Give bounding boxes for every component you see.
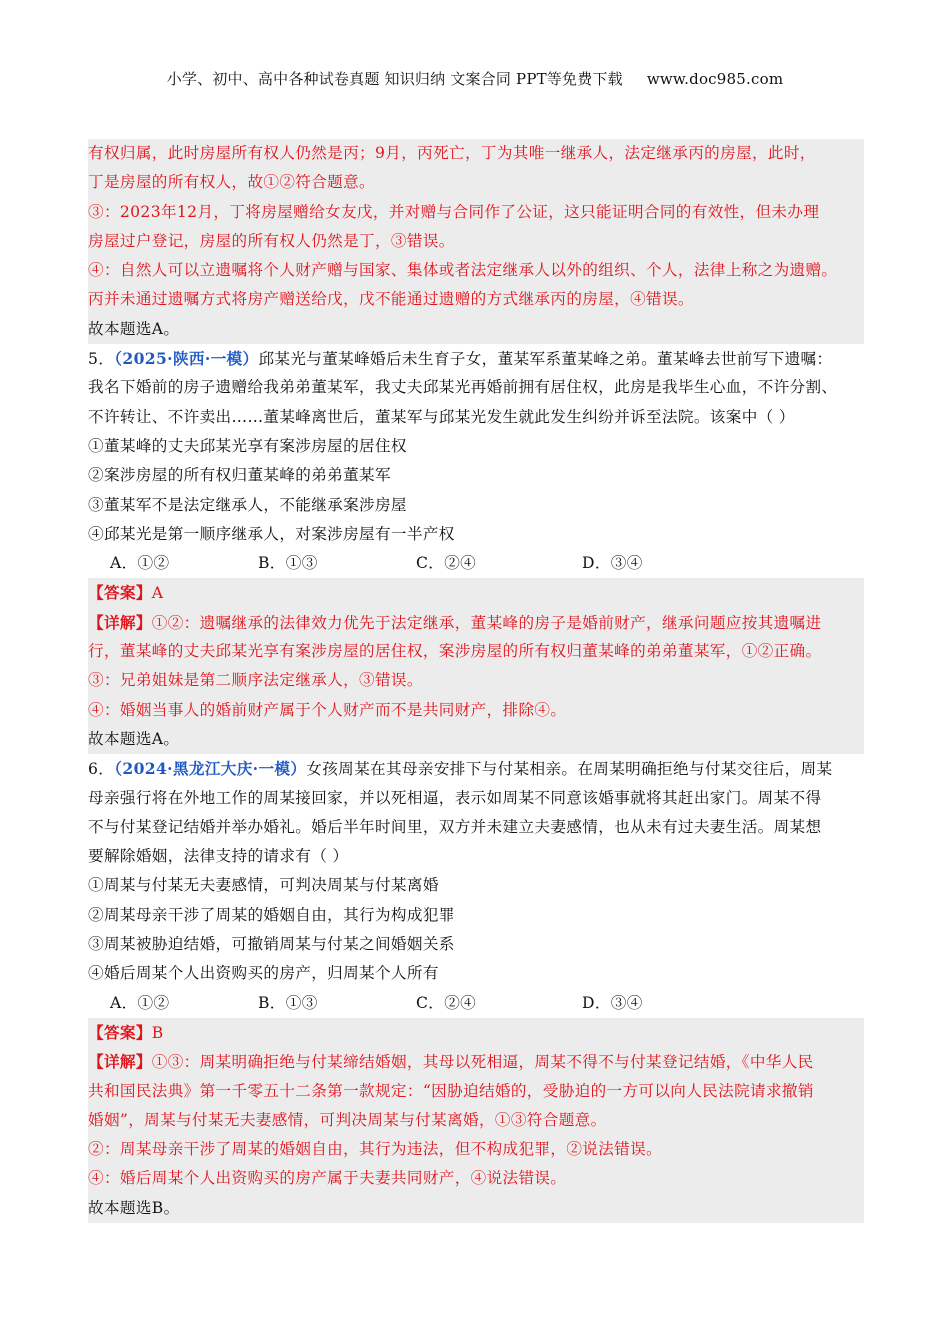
detail-label: 【详解】 xyxy=(88,1052,152,1072)
detail-label: 【详解】 xyxy=(88,612,152,632)
question-6-stem-line: 母亲强行将在外地工作的周某接回家，并以死相逼，表示如周某不同意该婚事就将其赶出家门。周某不得 xyxy=(88,788,822,807)
question-5-detail-line: ④：婚姻当事人的婚前财产属于个人财产而不是共同财产，排除④。 xyxy=(88,700,567,719)
question-5-option-a[interactable]: A．①② xyxy=(110,554,170,573)
question-5-option-b[interactable]: B．①③ xyxy=(258,554,318,573)
question-5-stem-text: 邱某光与董某峰婚后未生育子女，董某军系董某峰之弟。董某峰去世前写下遗嘱： xyxy=(258,350,833,369)
answer-label: 【答案】 xyxy=(88,1022,152,1042)
question-5-number: 5． xyxy=(88,350,115,369)
question-6-item: ②周某母亲干涉了周某的婚姻自由，其行为构成犯罪 xyxy=(88,905,455,924)
question-5-option-c[interactable]: C．②④ xyxy=(416,554,477,573)
header-site-url[interactable]: www.doc985.com xyxy=(646,70,784,88)
detail-text: ①②：遗嘱继承的法律效力优先于法定继承，董某峰的房子是婚前财产，继承问题应按其遗嘱进 xyxy=(151,613,822,632)
question-6-detail-first xyxy=(88,1047,864,1076)
question-6-detail-line: 共和国民法典》第一千零五十二条第一款规定：“因胁迫结婚的，受胁迫的一方可以向人民法院请求撤销 xyxy=(88,1081,814,1100)
question-6-item: ①周某与付某无夫妻感情，可判决周某与付某离婚 xyxy=(88,876,439,895)
prev-explanation-line: ④：自然人可以立遗嘱将个人财产赠与国家、集体或者法定继承人以外的组织、个人，法律上称之为遗赠。 xyxy=(88,261,838,280)
prev-explanation-block xyxy=(88,139,864,344)
answer-label: 【答案】 xyxy=(88,583,152,603)
detail-text: ①③：周某明确拒绝与付某缔结婚姻，其母以死相逼，周某不得不与付某登记结婚，《中华人民 xyxy=(151,1053,814,1072)
question-6-item: ③周某被胁迫结婚，可撤销周某与付某之间婚姻关系 xyxy=(88,935,455,954)
question-5-item: ②案涉房屋的所有权归董某峰的弟弟董某军 xyxy=(88,466,391,485)
question-5-stem-line: 不许转让、不许卖出……董某峰离世后，董某军与邱某光发生就此发生纠纷并诉至法院。该案中（ ） xyxy=(88,407,795,426)
prev-explanation-line: 有权归属，此时房屋所有权人仍然是丙；9月，丙死亡，丁为其唯一继承人，法定继承丙的房屋，此时， xyxy=(88,144,816,162)
prev-explanation-line: 丙并未通过遗嘱方式将房产赠送给戊，戊不能通过遗赠的方式继承丙的房屋，④错误。 xyxy=(88,290,694,309)
question-5 xyxy=(88,344,864,578)
prev-explanation-line: 丁是房屋的所有权人，故①②符合题意。 xyxy=(88,173,375,192)
question-6-detail-line: 婚姻”，周某与付某无夫妻感情，可判决周某与付某离婚，①③符合题意。 xyxy=(88,1110,607,1129)
question-5-stem-line: 我名下婚前的房子遗赠给我弟弟董某军，我丈夫邱某光再婚前拥有居住权，此房是我毕生心血，不许分割、 xyxy=(88,378,838,397)
question-6-stem-text: 女孩周某在其母亲安排下与付某相亲。在周某明确拒绝与付某交往后，周某 xyxy=(306,760,833,779)
prev-explanation-line: ③：2023年12月，丁将房屋赠给女友戊，并对赠与合同作了公证，这只能证明合同的有效性，但未办理 xyxy=(88,202,820,221)
question-5-source: （2025·陕西·一模） xyxy=(114,349,259,369)
prev-conclusion: 故本题选A。 xyxy=(88,319,180,338)
question-6-stem-line: 要解除婚姻，法律支持的请求有（ ） xyxy=(88,847,349,866)
question-6-option-b[interactable]: B．①③ xyxy=(258,993,318,1012)
document-body xyxy=(88,139,864,1223)
question-5-option-d[interactable]: D．③④ xyxy=(582,554,643,573)
question-6-conclusion: 故本题选B。 xyxy=(88,1198,180,1217)
question-6-item: ④婚后周某个人出资购买的房产，归周某个人所有 xyxy=(88,964,439,983)
question-5-item: ①董某峰的丈夫邱某光享有案涉房屋的居住权 xyxy=(88,436,407,455)
question-5-detail-line: 行，董某峰的丈夫邱某光享有案涉房屋的居住权，案涉房屋的所有权归董某峰的弟弟董某军，①②正确。 xyxy=(88,642,822,661)
question-5-detail-first xyxy=(88,608,864,637)
question-6-detail-line: ②：周某母亲干涉了周某的婚姻自由，其行为违法，但不构成犯罪，②说法错误。 xyxy=(88,1140,662,1159)
question-5-stem-first xyxy=(88,344,864,373)
question-6-option-c[interactable]: C．②④ xyxy=(416,993,477,1012)
question-6-option-a[interactable]: A．①② xyxy=(110,993,170,1012)
question-6-detail-line: ④：婚后周某个人出资购买的房产属于夫妻共同财产，④说法错误。 xyxy=(88,1169,567,1188)
question-5-answer xyxy=(88,578,864,607)
question-6-answer-block xyxy=(88,1018,864,1223)
answer-value: A xyxy=(151,584,164,603)
question-6-options xyxy=(88,989,864,1018)
question-6-number: 6． xyxy=(88,760,115,779)
question-6-stem-line: 不与付某登记结婚并举办婚礼。婚后半年时间里，双方并未建立夫妻感情，也从未有过夫妻生活。周某想 xyxy=(88,817,822,836)
question-6-answer xyxy=(88,1018,864,1047)
question-5-conclusion: 故本题选A。 xyxy=(88,729,180,748)
question-6-stem-first xyxy=(88,754,864,783)
question-5-item: ③董某军不是法定继承人，不能继承案涉房屋 xyxy=(88,495,407,514)
question-5-options xyxy=(88,549,864,578)
page-header xyxy=(0,68,950,89)
question-6-option-d[interactable]: D．③④ xyxy=(582,993,643,1012)
question-6-source: （2024·黑龙江大庆·一模） xyxy=(114,759,307,779)
question-5-item: ④邱某光是第一顺序继承人，对案涉房屋有一半产权 xyxy=(88,524,455,543)
answer-value: B xyxy=(151,1023,164,1042)
question-5-answer-block xyxy=(88,578,864,754)
header-text: 小学、初中、高中各种试卷真题 知识归纳 文案合同 PPT等免费下载 xyxy=(166,70,623,88)
question-6 xyxy=(88,754,864,1018)
prev-explanation-line: 房屋过户登记，房屋的所有权人仍然是丁，③错误。 xyxy=(88,231,455,250)
question-5-detail-line: ③：兄弟姐妹是第二顺序法定继承人，③错误。 xyxy=(88,671,423,690)
